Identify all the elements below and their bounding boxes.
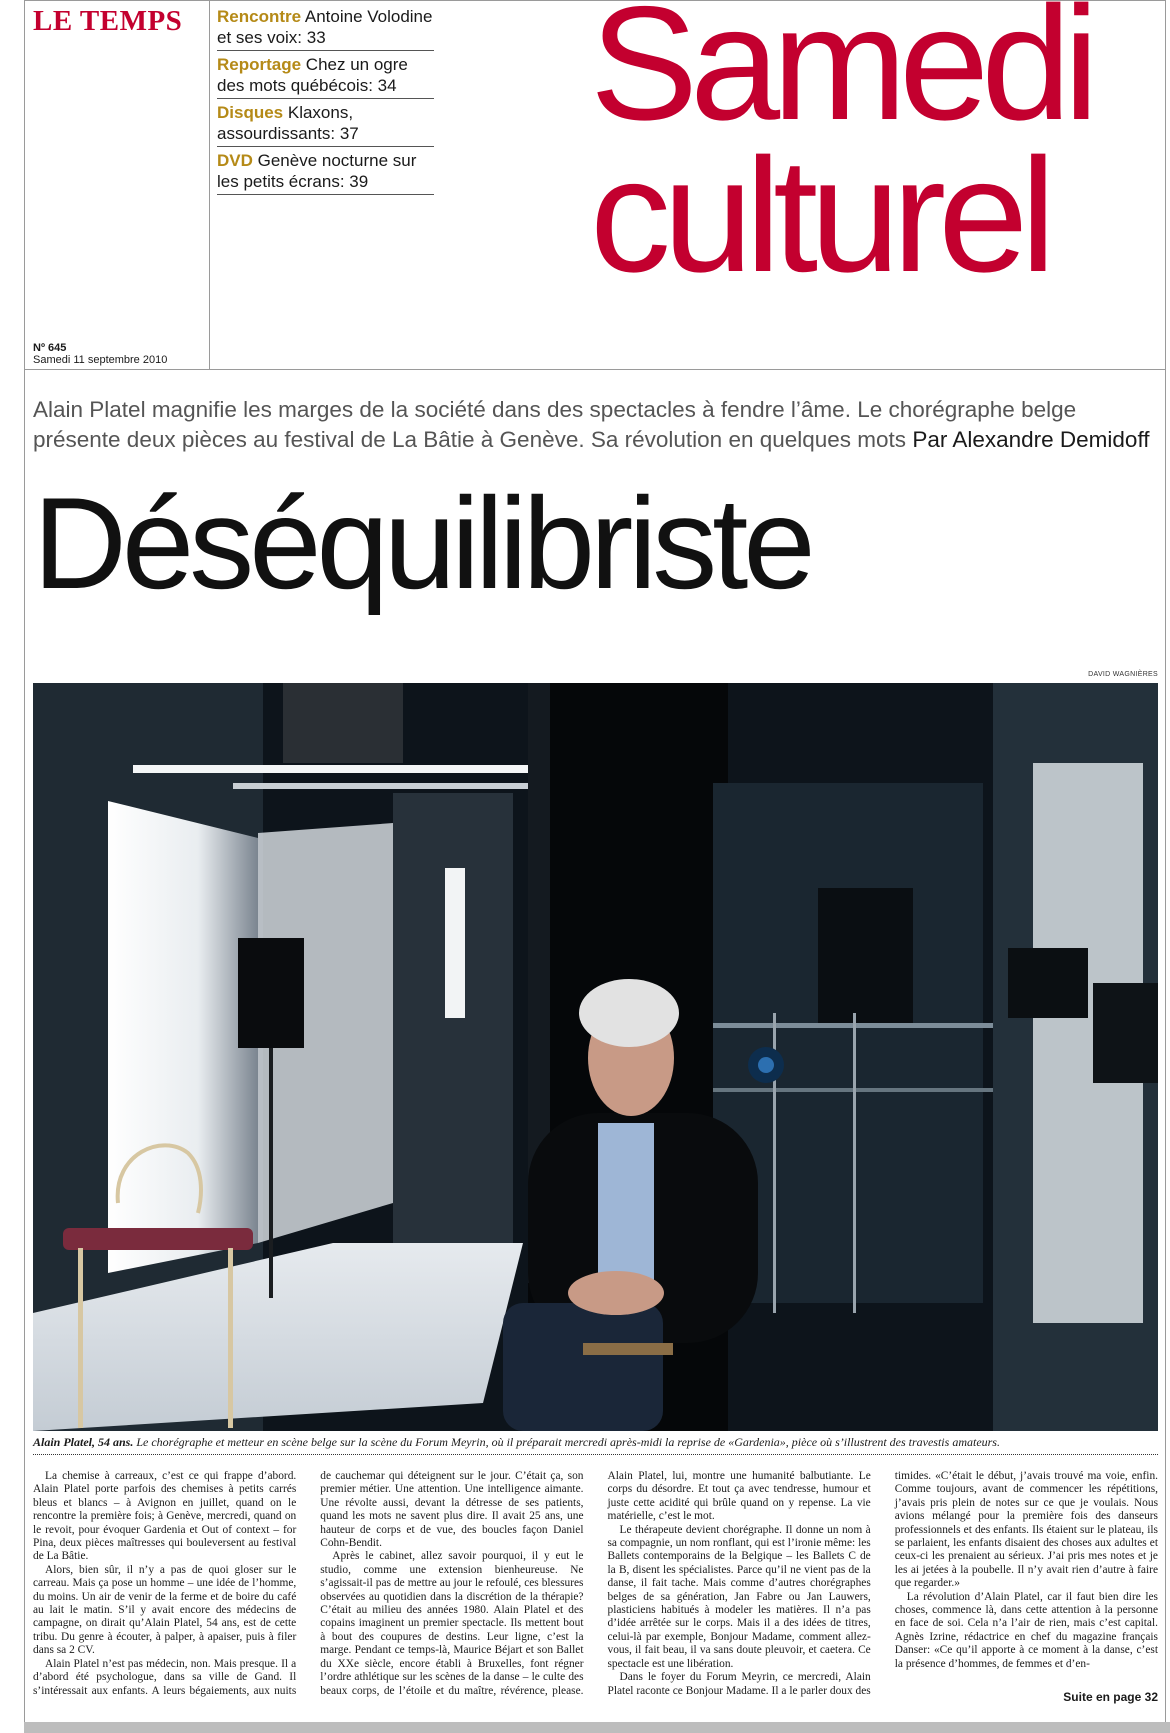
issue-info [33,342,167,366]
article-body [33,1470,1158,1706]
teaser-item[interactable] [217,101,434,147]
article-paragraph: Alors, bien sûr, il n’y a pas de quoi gloser sur le carreau. Mais ça pose un homme – une idée de l’homme, du moins. Un air de venir de la ferme et de boire du café au lait le matin. S’il y avait encore des médecins de campagne, on dirait qu’Alain Platel, 54 ans, est de cette tribu. Du genre à écouter, à palper, à apaiser, puis à filer dans sa 2 CV. [33,1563,297,1657]
header-rule [24,369,1166,370]
caption-text: Le chorégraphe et metteur en scène belge sur la scène du Forum Meyrin, où il préparait mercredi après-midi la reprise de «Gardenia», pièce où s’illustrent des travestis amateurs. [133,1435,1000,1449]
section-title [590,0,1092,306]
article-paragraph: Le thérapeute devient chorégraphe. Il donne un nom à sa compagnie, un nom ronflant, qui est l’ironie même: les Ballets contemporains de la Belgique – les Ballets C de la B, disent les spécialistes. Parce qu’il ne vient pas de la danse, il fait tache. Mais comme d’autres chorégraphes belges de sa génération, Jan Fabre ou Jan Lauwers, plasticiens habitués à modeler les matières. Il n’a pas d’idée arrêtée sur le corps. Mais il a des idées de titres, celui-là par exemple, Bonjour Madame, comment allez-vous, il fait beau, il va sans doute pleuvoir, et caetera. Ce spectacle est une libération. [607,1523,871,1670]
article-paragraph: La révolution d’Alain Platel, car il faut bien dire les choses, commence là, dans cette attention à la personne en face de soi. Cela n’a l’air de rien, mais c’est capital. Agnès Izrine, rédactrice en chef du magazine français Danser: «Ce qu’il apporte à ce moment à la danse, c’est la présence d’hommes, de femmes et d’en- [894,1590,1158,1670]
article-paragraph: Alain Platel n’est pas médecin, non. Mais presque. Il a d’abord été psychologue, dans sa ville de Gand. Il s’intéressait aux enfants. A leurs bégaiements, aux nuits de cauchemar qui déteignent sur le jour. C’était ça, son premier métier. Une attention. Une intelligence aimante. Une révolte aussi, devant la détresse de ses patients, quand les mots ne savent plus dire. Il avait 25 ans, une hauteur de corps et de vue, des boucles façon Daniel Cohn-Bendit. [33,1470,584,1697]
byline: Par Alexandre Demidoff [912,427,1150,452]
teaser-item[interactable] [217,53,434,99]
photo-caption [33,1435,1158,1455]
article-paragraph: Après le cabinet, allez savoir pourquoi, il y eut le studio, comme une extension bienheureuse. Ne s’agissait-il pas de mettre au jour le refoulé, ces blessures observées au quotidien dans la discrétion de la thérapie? C’était au milieu des années 1980. Alain Platel et des copains imaginent un premier spectacle. Ils mettent bout à bout des coupures de destins. Leur ligne, c’est la marge. Pendant ce temps-là, Maurice Béjart et son Ballet du XXe siècle, encore établi à Bruxelles, font régner l’ordre athlétique sur les scènes de la danse – le culte des beaux corps, de l’étoile et du maître, révérence, please. Alain Platel, lui, montre une humanité balbutiante. Le corps du désordre. Et tout ça avec tendresse, humour et juste cette acidité qui brûle quand on y repense. La vie matérielle, c’est le mot. [320,1470,871,1697]
teaser-text: Genève nocturne sur les petits écrans: 39 [217,151,417,191]
article-headline: Déséquilibriste [33,470,811,616]
teaser-kicker: Reportage [217,55,302,74]
teaser-list [217,5,434,197]
caption-name: Alain Platel, 54 ans. [33,1435,134,1449]
teaser-text: Antoine Volodine et ses voix: 33 [217,7,433,47]
masthead-divider [209,1,210,369]
teaser-kicker: Rencontre [217,7,302,26]
footer-bar [24,1722,1170,1733]
teaser-text: Chez un ogre des mots québécois: 34 [217,55,408,95]
stage-photo-illustration [33,683,1158,1431]
continued-link[interactable]: Suite en page 32 [1063,1690,1158,1704]
article-deck [33,395,1163,455]
section-title-line: culturel [590,125,1049,306]
teaser-item[interactable] [217,5,434,51]
section-title-line: Samedi [590,0,1092,154]
photo-credit: DAVID WAGNIÈRES [1088,671,1158,678]
article-photo [33,683,1158,1431]
teaser-item[interactable] [217,149,434,195]
newspaper-logo: LE TEMPS [33,5,183,37]
article-paragraph: Dans le foyer du Forum Meyrin, ce mercredi, Alain Platel raconte ce Bonjour Madame. Il a le parler doux des timides. «C’était le début, j’avais trouvé ma voie, enfin. Comme toujours, avant de commencer les répétitions, j’avais pris plein de notes sur ce que je voulais. Nous avions mélangé pour la première fois des danseurs professionnels et des enfants. Ils étaient sur le plateau, ils se parlaient, les enfants disaient des choses aux adultes et ceux-ci les prenaient au sérieux. J’ai pris mes notes et je les ai jetées à la poubelle. Il n’y avait rien d’autre à faire que regarder.» [607,1470,1158,1697]
teaser-kicker: DVD [217,151,253,170]
issue-number: Nº 645 [33,342,67,354]
issue-date: Samedi 11 septembre 2010 [33,354,168,366]
deck-text: Alain Platel magnifie les marges de la société dans des spectacles à fendre l’âme. Le chorégraphe belge présente deux pièces au festival de La Bâtie à Genève. Sa révolution en quelques mots [33,397,1077,452]
article-paragraph: La chemise à carreaux, c’est ce qui frappe d’abord. Alain Platel porte parfois des chemises à petits carrés bleus et blancs – à Avignon en juillet, quand on le rencontre la première fois; à Genève, mercredi, quand on le revoit, pour évoquer Gardenia et Out of context – for Pina, deux pièces maîtresses qui bouleversent au festival de La Bâtie. [33,1470,297,1563]
teaser-text: Klaxons, assourdissants: 37 [217,103,359,143]
teaser-kicker: Disques [217,103,284,122]
